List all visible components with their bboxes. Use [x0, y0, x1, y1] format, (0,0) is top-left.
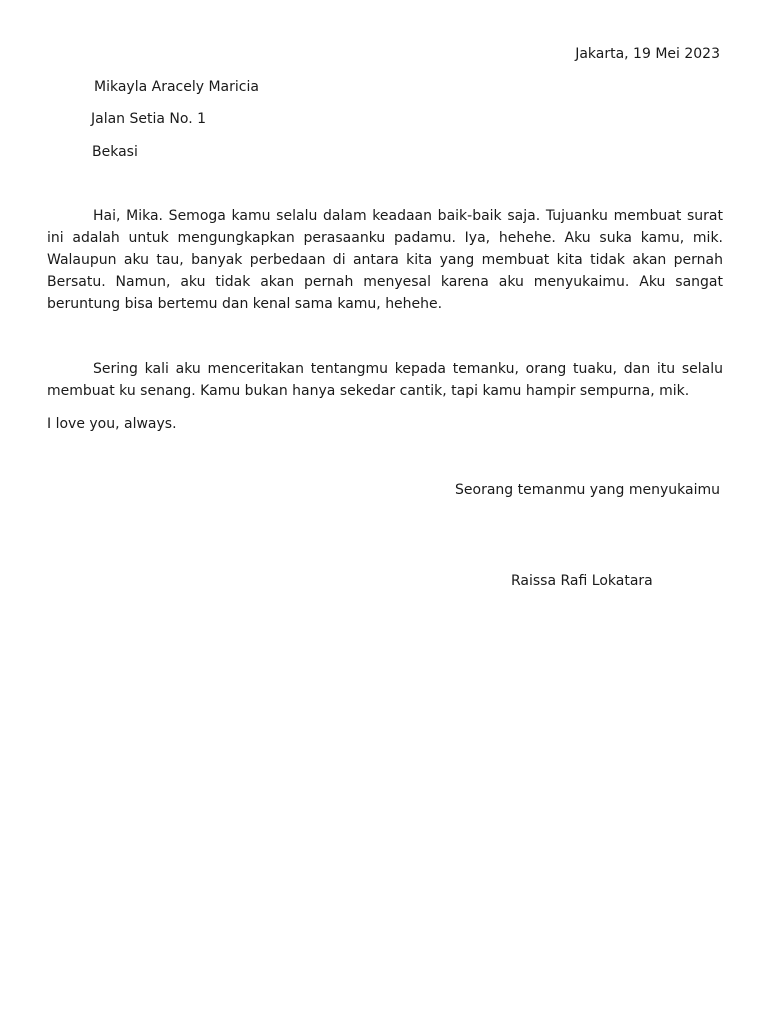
place-date: Jakarta, 19 Mei 2023 — [575, 46, 720, 62]
body-paragraph-1: Hai, Mika. Semoga kamu selalu dalam keadaan baik-baik saja. Tujuanku membuat surat ini adalah untuk mengungkapkan perasaanku padamu. Iya, hehehe. Aku suka kamu, mik. Walaupun aku tau, banyak perbedaan di antara kita yang membuat kita tidak akan pernah Bersatu. Namun, aku tidak akan pernah menyesal karena aku menyukaimu. Aku sangat beruntung bisa bertemu dan kenal sama kamu, hehehe. — [47, 208, 723, 312]
recipient-city: Bekasi — [92, 144, 138, 160]
closing-line: I love you, always. — [47, 416, 177, 432]
signoff: Seorang temanmu yang menyukaimu — [455, 482, 720, 498]
body-paragraph-2: Sering kali aku menceritakan tentangmu kepada temanku, orang tuaku, dan itu selalu membuat ku senang. Kamu bukan hanya sekedar cantik, tapi kamu hampir sempurna, mik. — [47, 361, 723, 399]
recipient-street: Jalan Setia No. 1 — [91, 111, 207, 127]
signature-name: Raissa Rafi Lokatara — [511, 573, 653, 589]
recipient-name: Mikayla Aracely Maricia — [94, 79, 259, 95]
